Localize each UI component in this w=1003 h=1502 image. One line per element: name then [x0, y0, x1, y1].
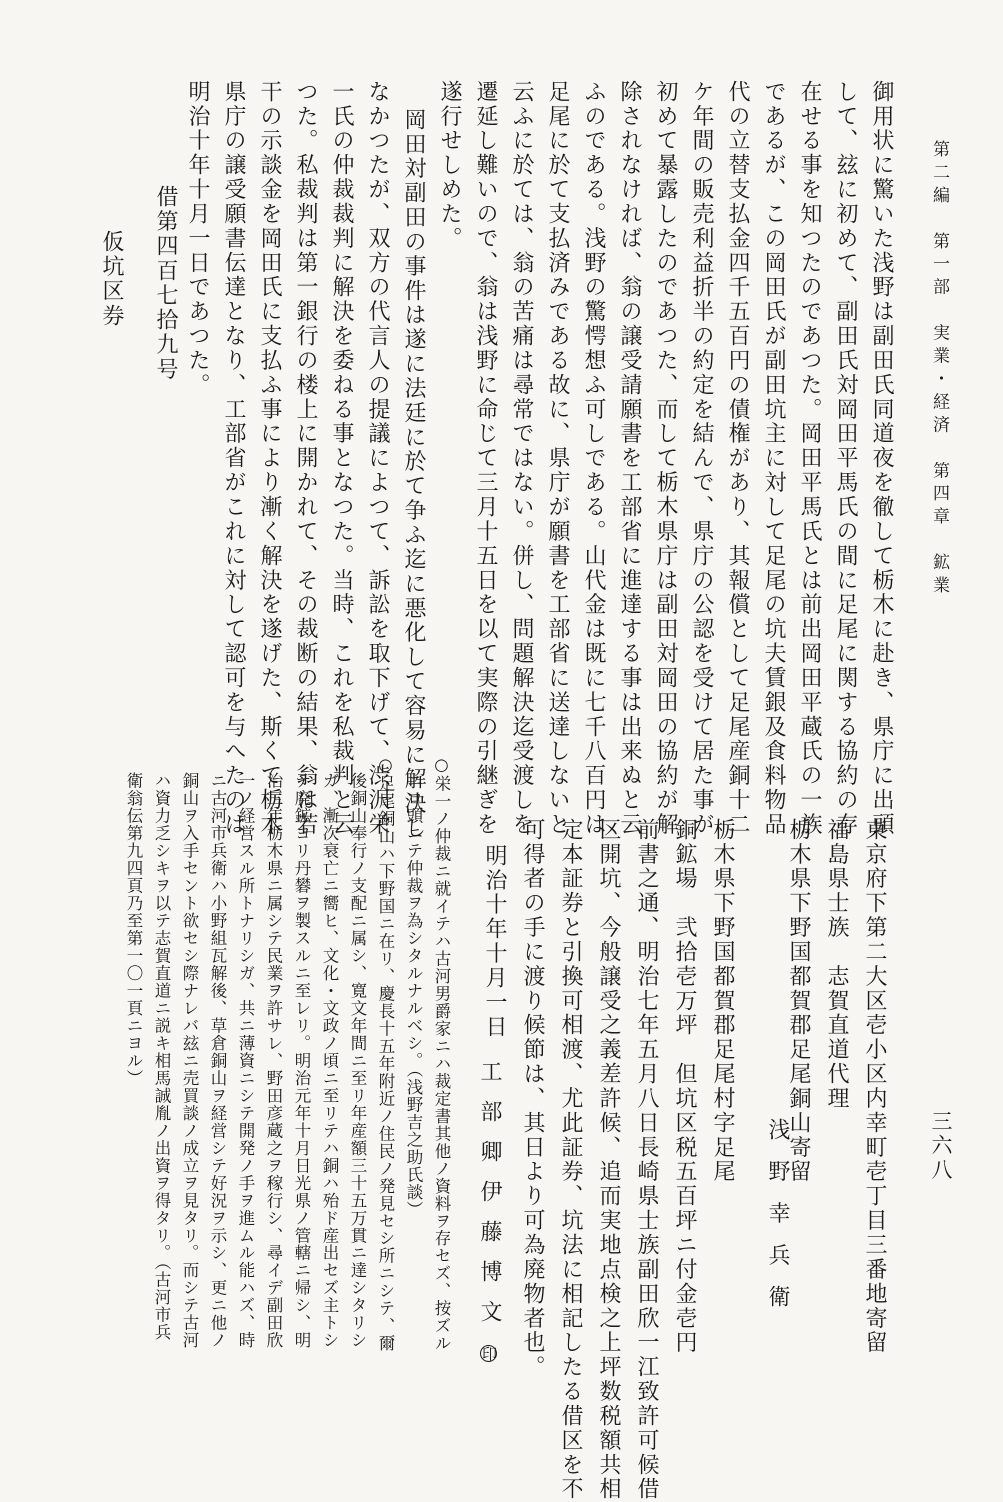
text-line: 干の示談金を岡田氏に支払ふ事により漸く解決を遂げた、斯くて栃木: [257, 80, 282, 838]
note-line: 治三年栃木県ニ属シテ民業ヲ許サレ、野田彦蔵之ヲ稼行シ、尋イデ副田欣: [264, 771, 283, 1349]
note-line: 銅山ヲ入手セント欲セシ際ナレバ玆ニ売買談ノ成立ヲ見タリ。而シテ古河: [180, 771, 199, 1349]
note-line: テ廃鉱ヨリ丹礬ヲ製スルニ至レリ。明治元年十月日光県ノ管轄ニ帰シ、明: [292, 771, 311, 1349]
running-header: [930, 140, 947, 600]
text-line: 初めて暴露したのであつた、而して栃木県庁は副田対岡田の協約が解: [653, 80, 678, 838]
certificate-line: 銅鉱場 弐拾壱万坪 但坑区税五百坪ニ付金壱円: [672, 818, 697, 1356]
certificate-line: 前書之通、明治七年五月八日長崎県士族副田欣一江致許可候借: [634, 818, 659, 1502]
certificate-line: 明治十年十月一日: [482, 844, 507, 1040]
certificate-body: [475, 818, 893, 1502]
page-number-text: 三六八: [929, 1110, 953, 1183]
seal-mark: 印: [480, 1345, 498, 1361]
note-line: ハ資力乏シキヲ以テ志賀直道ニ説キ相馬誠胤ノ出資ヲ得タリ。（古河市兵: [152, 771, 171, 1341]
text-line: 一氏の仲裁裁判に解決を委ねる事となつた。当時、これを私裁判と云: [329, 80, 354, 838]
certificate-line: 可得者の手に渡り候節は、其日より可為廃物者也。: [520, 818, 545, 1380]
certificate-title-text: 仮坑区券: [99, 230, 124, 329]
text-line: ケ年間の販売利益折半の約定を結んで、県庁の公認を受けて居た事が: [689, 80, 714, 838]
text-line: であるが、この岡田氏が副田坑主に対して足尾の坑夫賃銀及食料物品: [761, 80, 786, 838]
text-line: 云ふに於ては、翁の苦痛は尋常ではない。併し、問題解決迄受渡しを: [509, 80, 534, 838]
certificate-line: 定本証券と引換可相渡、尤此証券、坑法に相記したる借区を不: [558, 818, 583, 1502]
text-line: 遂行せしめた。: [437, 80, 462, 251]
text-line: つた。私裁判は第一銀行の楼上に開かれて、その裁断の結果、翁は若: [293, 80, 318, 838]
text-line: 在せる事を知つたのであつた。岡田平馬氏とは前出岡田平蔵氏の一族: [797, 80, 822, 838]
note-line: 後銅山奉行ノ支配ニ属シ、寛文年間ニ至リ年産額三十五万貫ニ達シタリシ: [348, 771, 367, 1349]
certificate-number-text: 借第四百七拾九号: [153, 185, 178, 383]
text-line: 除されなければ、翁の譲受請願書を工部省に進達する事は出来ぬと云: [617, 80, 642, 838]
certificate-line: 福島県士族 志賀直道代理: [824, 818, 849, 1112]
certificate-line: 栃木県下野国都賀郡足尾銅山寄留: [786, 818, 811, 1185]
issuer-name: 工部卿伊藤博文: [477, 1060, 502, 1341]
certificate-title: [96, 230, 127, 329]
text-line: 代の立替支払金四千五百円の債権があり、其報償として足尾産銅十二: [725, 80, 750, 838]
note-line: 一ノ経営スル所トナリシガ、共ニ薄資ニシテ開発ノ手ヲ進ムル能ハズ、時: [236, 771, 255, 1349]
page-number: [926, 1110, 956, 1182]
note-line: 衛翁伝第九四頁乃至第一〇一頁ニヨル）: [124, 771, 143, 1087]
text-line: 明治十年十月一日であつた。: [185, 80, 210, 398]
issuer-signature: [474, 1060, 505, 1362]
note-line: ニロ頭ニテ仲裁ヲ為シタルナルベシ。（浅野吉之助氏談）: [404, 771, 423, 1218]
note-line: ガ、漸次衰亡ニ嚮ヒ、文化・文政ノ頃ニ至リテハ銅ハ殆ド産出セズ主トシ: [320, 771, 339, 1349]
holder-name: [762, 1118, 793, 1327]
certificate-number: [150, 185, 181, 382]
holder-name-text: 浅野幸兵衛: [765, 1118, 790, 1327]
text-line: ふのである。浅野の驚愕想ふ可しである。山代金は既に七千八百円は: [581, 80, 606, 838]
editorial-notes: [119, 755, 455, 1375]
text-line: して、玆に初めて、副田氏対岡田平馬氏の間に足尾に関する協約の存: [833, 80, 858, 838]
note-first-line: ○足尾銅山ハ下野国ニ在リ、慶長十五年附近ノ住民ノ発見セシ所ニシテ、爾: [376, 755, 395, 1353]
text-line: 遷延し難いので、翁は浅野に命じて三月十五日を以て実際の引継ぎを: [473, 80, 498, 838]
text-line: 足尾に於て支払済みである故に、県庁が願書を工部省に送達しないと: [545, 80, 570, 838]
breadcrumb: 第二編 第一部 実業・経済 第四章 鉱業: [929, 140, 949, 599]
note-line: ニ古河市兵衛ハ小野組瓦解後、草倉銅山ヲ経営シテ好況ヲ示シ、更ニ他ノ: [208, 771, 227, 1349]
certificate-line: 栃木県下野国都賀郡足尾村字足尾: [710, 818, 735, 1185]
text-line: 岡田対副田の事件は遂に法廷に於て争ふ迄に悪化して容易に解決し: [401, 107, 426, 841]
text-line: 御用状に驚いた浅野は副田氏同道夜を徹して栃木に赴き、県庁に出頭: [869, 80, 894, 838]
certificate-line: 区開坑、今般譲受之義差許候、追而実地点検之上坪数税額共相: [596, 818, 621, 1502]
text-line: なかつたが、双方の代言人の提議によつて、訴訟を取下げて、渋沢栄: [365, 80, 390, 838]
main-text-block: [179, 80, 899, 841]
note-first-line: ○栄一ノ仲裁ニ就イテハ古河男爵家ニハ裁定書其他ノ資料ヲ存セズ、按ズル: [432, 755, 451, 1353]
text-line: 県庁の譲受願書伝達となり、工部省がこれに対して認可を与へたのは: [221, 80, 246, 838]
certificate-line: 東京府下第二大区壱小区内幸町壱丁目三番地寄留: [862, 818, 887, 1356]
